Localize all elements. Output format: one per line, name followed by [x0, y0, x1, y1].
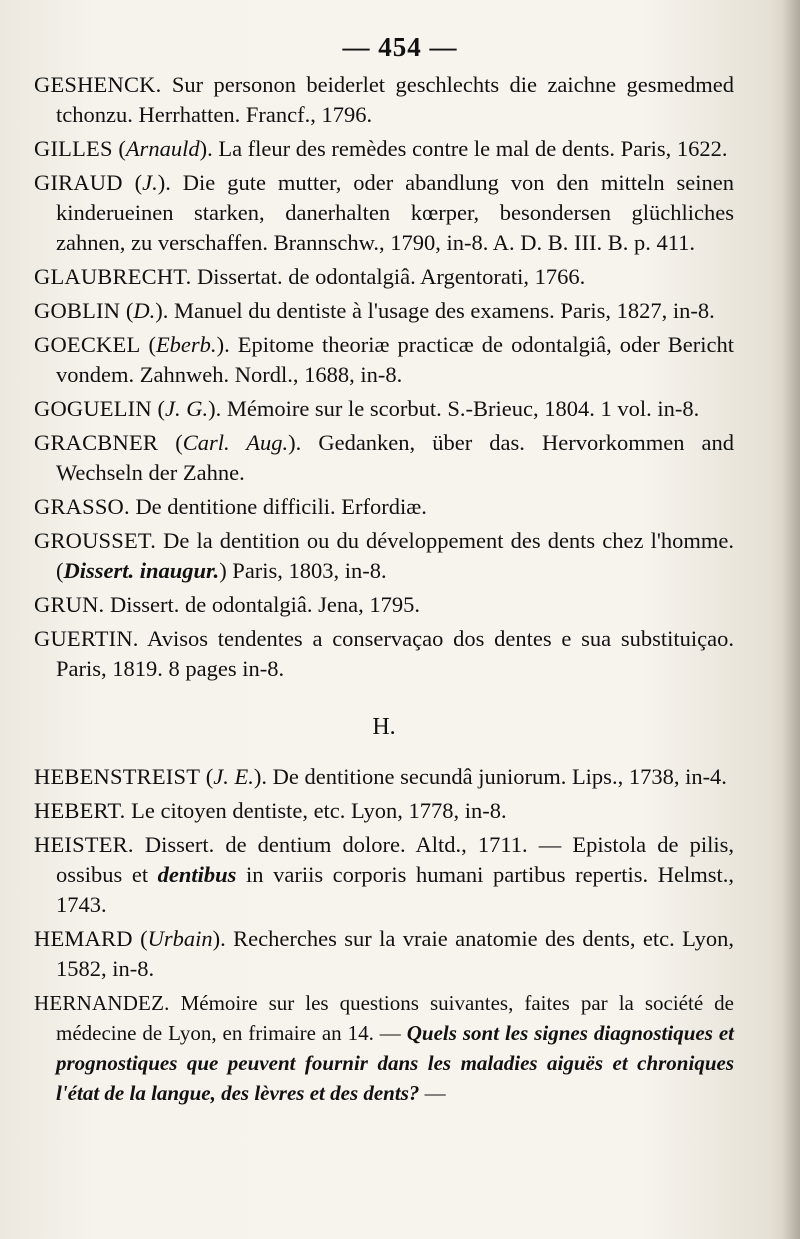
entry-grasso: GRASSO. De dentitione difficili. Erfordiæ.	[34, 494, 427, 519]
entry-name: GRACBNER	[34, 430, 159, 455]
entry-goeckel: GOECKEL (Eberb.). Epitome theoriæ practicæ de odontalgiâ, oder Bericht vondem. Zahnweh. Nordl., 1688, in-8.	[34, 332, 734, 387]
entry-name: GOGUELIN	[34, 396, 152, 421]
entry-guertin: GUERTIN. Avisos tendentes a conservaçao dos dentes e sua substituiçao. Paris, 1819. 8 pages in-8.	[34, 626, 734, 681]
entry-italic: Quels sont les signes diagnostiques et prognostiques que peuvent fournir dans les maladies aiguës et chroniques l'état de la langue, des lèvres et des dents?	[56, 1021, 734, 1105]
entry-name: HEBENSTREIST	[34, 764, 201, 789]
entry-name: HEMARD	[34, 926, 133, 951]
entry-gracbner: GRACBNER (Carl. Aug.). Gedanken, über das. Hervorkommen and Wechseln der Zahne.	[34, 430, 734, 485]
entry-name: HERNANDEZ.	[34, 991, 170, 1015]
entry-name: GOECKEL	[34, 332, 141, 357]
entry-glaubrecht: GLAUBRECHT. Dissertat. de odontalgiâ. Argentorati, 1766.	[34, 264, 586, 289]
entry-name: GESHENCK.	[34, 72, 162, 97]
entry-author: Arnauld	[125, 136, 200, 161]
bibliography-list	[34, 70, 734, 1112]
entry-name: GIRAUD	[34, 170, 123, 195]
page-number: — 454 —	[342, 32, 458, 62]
entry-hernandez: HERNANDEZ. Mémoire sur les questions suivantes, faites par la société de médecine de Lyon, en frimaire an 14. — Quels sont les signes diagnostiques et prognostiques que peuvent fournir dans les maladies aiguës et chroniques l'état de la langue, des lèvres et des dents? —	[34, 991, 734, 1105]
entry-author: Eberb.	[155, 332, 217, 357]
section-heading: H.	[372, 714, 396, 740]
entry-name: GROUSSET.	[34, 528, 157, 553]
entry-geshenck: GESHENCK. Sur personon beiderlet geschlechts die zaichne gesmedmed tchonzu. Herrhatten. Francf., 1796.	[34, 72, 734, 127]
entry-author: Urbain	[147, 926, 213, 951]
entry-hebenstreist: HEBENSTREIST (J. E.). De dentitione secundâ juniorum. Lips., 1738, in-4.	[34, 764, 727, 789]
entry-heister: HEISTER. Dissert. de dentium dolore. Altd., 1711. — Epistola de pilis, ossibus et dentibus in variis corporis humani partibus repertis. Helmst., 1743.	[34, 832, 734, 917]
entry-italic: Dissert. inaugur.	[63, 558, 220, 583]
entry-name: GRUN.	[34, 592, 105, 617]
entry-grun: GRUN. Dissert. de odontalgiâ. Jena, 1795.	[34, 592, 420, 617]
entry-italic: dentibus	[157, 862, 237, 887]
entry-name: HEISTER.	[34, 832, 134, 857]
entry-name: HEBERT.	[34, 798, 126, 823]
entry-author: J.	[142, 170, 158, 195]
entry-hemard: HEMARD (Urbain). Recherches sur la vraie anatomie des dents, etc. Lyon, 1582, in-8.	[34, 926, 734, 981]
entry-name: GILLES	[34, 136, 113, 161]
entry-name: GUERTIN.	[34, 626, 139, 651]
entry-goblin: GOBLIN (D.). Manuel du dentiste à l'usage des examens. Paris, 1827, in-8.	[34, 298, 715, 323]
entry-name: GOBLIN	[34, 298, 121, 323]
entry-goguelin: GOGUELIN (J. G.). Mémoire sur le scorbut. S.-Brieuc, 1804. 1 vol. in-8.	[34, 396, 700, 421]
entry-name: GRASSO.	[34, 494, 130, 519]
entry-hebert: HEBERT. Le citoyen dentiste, etc. Lyon, 1778, in-8.	[34, 798, 507, 823]
entry-author: J. E.	[213, 764, 254, 789]
entry-giraud: GIRAUD (J.). Die gute mutter, oder abandlung von den mitteln seinen kinderueinen starken, danerhalten kœrper, besondersen glüchliches zahnen, zu verschaffen. Brannschw., 1790, in-8. A. D. B. III. B. p. 411.	[34, 170, 734, 255]
entry-grousset: GROUSSET. De la dentition ou du développement des dents chez l'homme. (Dissert. inaugur.) Paris, 1803, in-8.	[34, 528, 734, 583]
entry-author: J. G.	[164, 396, 209, 421]
entry-author: Carl. Aug.	[182, 430, 289, 455]
entry-name: GLAUBRECHT.	[34, 264, 192, 289]
page-edge-shadow	[782, 0, 800, 1239]
entry-author: D.	[133, 298, 156, 323]
entry-gilles: GILLES (Arnauld). La fleur des remèdes contre le mal de dents. Paris, 1622.	[34, 136, 728, 161]
